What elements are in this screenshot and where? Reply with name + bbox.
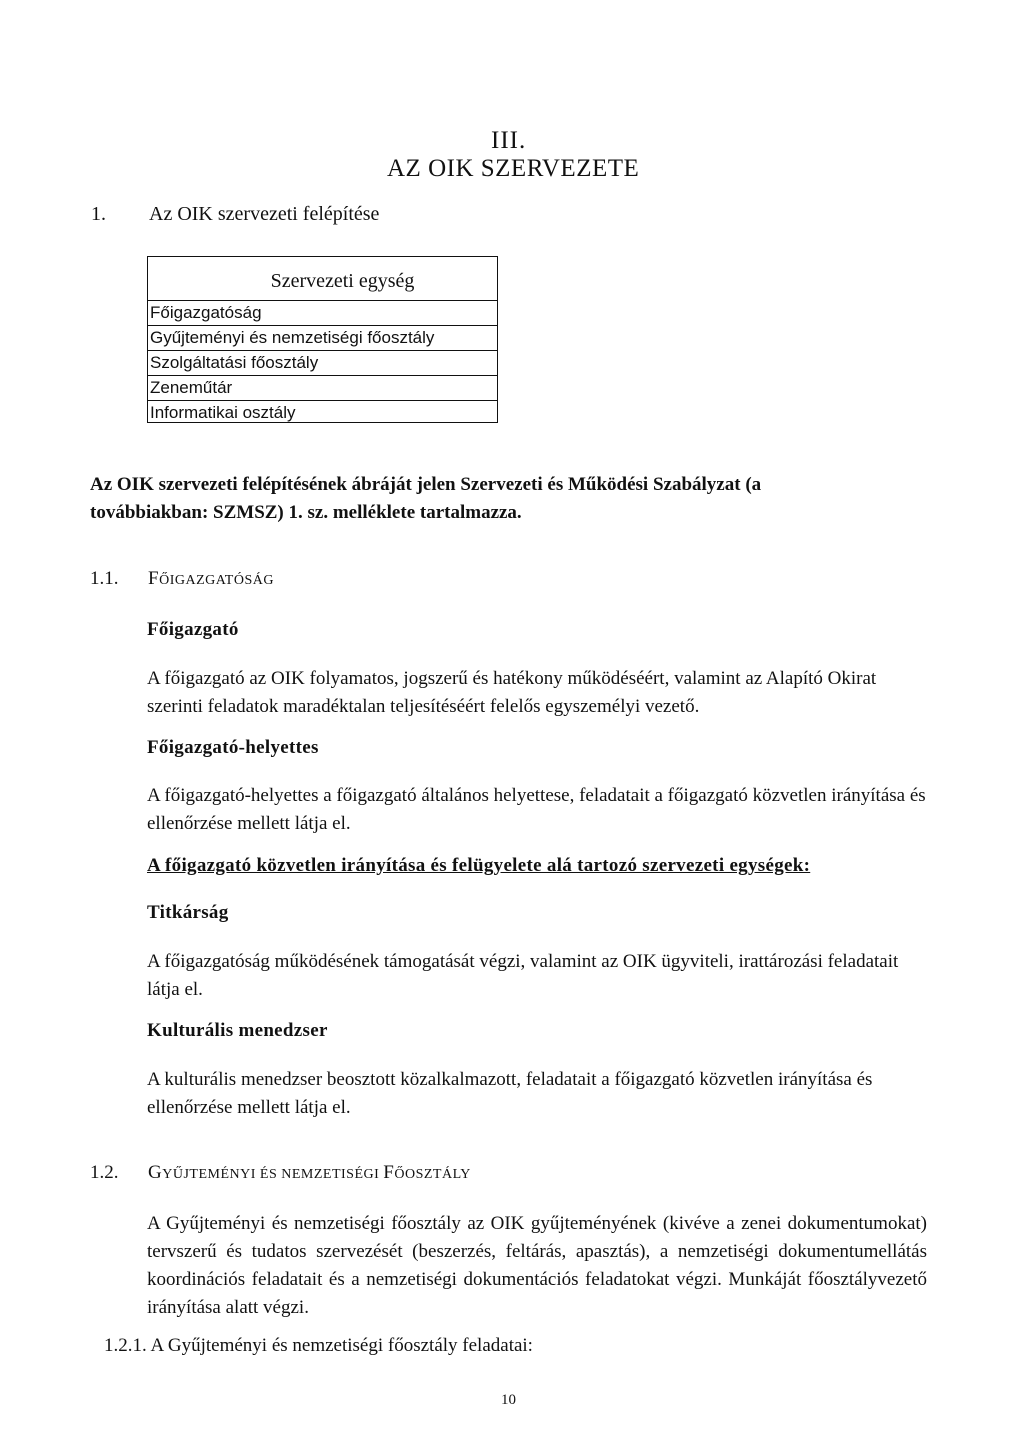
section-1-2-number: 1.2. [90,1162,119,1183]
section-title: Az OIK szervezeti felépítése [149,203,380,225]
chapter-number: III. [491,127,527,154]
org-table-row: Zeneműtár [148,376,497,401]
secretariat-paragraph: A főigazgatóság működésének támogatását végzi, valamint az OIK ügyviteli, irattározási feladatait látja el. [147,951,899,1000]
org-unit-table [147,256,498,423]
director-heading: Főigazgató [147,619,239,640]
manager-heading: Kulturális menedzser [147,1020,328,1041]
section-number: 1. [91,203,106,225]
chapter-title: AZ OIK SZERVEZETE [387,155,640,182]
section-1-2-paragraph: A Gyűjteményi és nemzetiségi főosztály az OIK gyűjteményének (kivéve a zenei dokumentumokat) tervszerű és tudatos szervezését (beszerzés, feltárás, apasztás), a nemzetiségi dokumentumellátás koordinációs feladatait és a nemzetiségi dokumentációs feladatokat végzi. Munkáját főosztályvezető irányítása alatt végzi. [147,1213,927,1318]
section-1-2-1-heading: 1.2.1. A Gyűjteményi és nemzetiségi főosztály feladatai: [104,1335,533,1356]
deputy-paragraph: A főigazgató-helyettes a főigazgató általános helyettese, feladatait a főigazgató közvetlen irányítása és ellenőrzése mellett látja el. [147,785,926,834]
direct-units-heading: A főigazgató közvetlen irányítása és felügyelete alá tartozó szervezeti egységek: [147,855,811,876]
section-1-1-title: FŐIGAZGATÓSÁG [148,568,274,589]
director-paragraph: A főigazgató az OIK folyamatos, jogszerű és hatékony működéséért, valamint az Alapító Okirat szerinti feladatok maradéktalan teljesítéséért felelős egyszemélyi vezető. [147,668,877,717]
org-table-row: Főigazgatóság [148,301,497,326]
section-1-1-number: 1.1. [90,568,119,589]
section-1-2-title: GYŰJTEMÉNYI ÉS NEMZETISÉGI FŐOSZTÁLY [148,1162,471,1183]
org-table-header: Szervezeti egység [148,257,497,301]
org-table-row: Gyűjteményi és nemzetiségi főosztály [148,326,497,351]
intro-paragraph: Az OIK szervezeti felépítésének ábráját jelen Szervezeti és Működési Szabályzat (a továbbiakban: SZMSZ) 1. sz. melléklete tartalmazza. [90,474,762,523]
org-table-row: Szolgáltatási főosztály [148,351,497,376]
org-table-row: Informatikai osztály [150,403,296,422]
secretariat-heading: Titkárság [147,902,229,923]
page-number: 10 [501,1392,516,1408]
manager-paragraph: A kulturális menedzser beosztott közalkalmazott, feladatait a főigazgató közvetlen irányítása és ellenőrzése mellett látja el. [147,1069,873,1118]
deputy-heading: Főigazgató-helyettes [147,737,319,758]
